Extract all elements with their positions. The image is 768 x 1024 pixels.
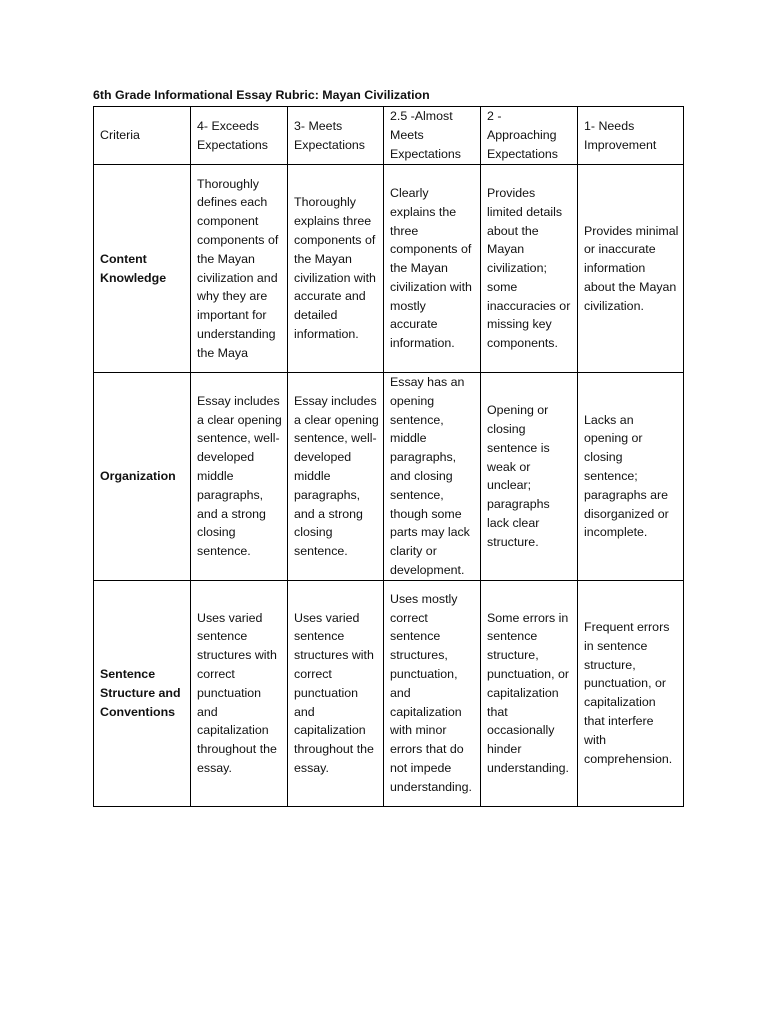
table-cell: Frequent errors in sentence structure, punctuation, or capitalization that interfere with comprehension.	[578, 580, 684, 806]
criterion-cell: Organization	[94, 373, 191, 581]
table-cell: Uses mostly correct sentence structures, punctuation, and capitalization with minor errors that do not impede understanding.	[384, 580, 481, 806]
header-level-4: 4- Exceeds Expectations	[191, 107, 288, 165]
table-cell: Uses varied sentence structures with correct punctuation and capitalization throughout the essay.	[191, 580, 288, 806]
criterion-cell: Content Knowledge	[94, 165, 191, 373]
table-cell: Clearly explains the three components of the Mayan civilization with mostly accurate information.	[384, 165, 481, 373]
header-level-1: 1- Needs Improvement	[578, 107, 684, 165]
table-cell: Provides limited details about the Mayan civilization; some inaccuracies or missing key components.	[481, 165, 578, 373]
header-level-2: 2 - Approaching Expectations	[481, 107, 578, 165]
table-cell: Provides minimal or inaccurate information about the Mayan civilization.	[578, 165, 684, 373]
table-cell: Lacks an opening or closing sentence; paragraphs are disorganized or incomplete.	[578, 373, 684, 581]
table-cell: Thoroughly explains three components of the Mayan civilization with accurate and detailed information.	[288, 165, 384, 373]
header-level-2-5: 2.5 -Almost Meets Expectations	[384, 107, 481, 165]
table-cell: Essay has an opening sentence, middle paragraphs, and closing sentence, though some parts may lack clarity or development.	[384, 373, 481, 581]
table-cell: Essay includes a clear opening sentence, well-developed middle paragraphs, and a strong closing sentence.	[288, 373, 384, 581]
rubric-table	[93, 106, 684, 807]
header-level-3: 3- Meets Expectations	[288, 107, 384, 165]
criterion-cell: Sentence Structure and Conventions	[94, 580, 191, 806]
table-cell: Some errors in sentence structure, punctuation, or capitalization that occasionally hinder understanding.	[481, 580, 578, 806]
table-row-organization	[94, 373, 684, 581]
header-criteria: Criteria	[94, 107, 191, 165]
table-cell: Opening or closing sentence is weak or unclear; paragraphs lack clear structure.	[481, 373, 578, 581]
table-cell: Uses varied sentence structures with correct punctuation and capitalization throughout the essay.	[288, 580, 384, 806]
table-row-sentence-structure	[94, 580, 684, 806]
table-row-content-knowledge	[94, 165, 684, 373]
header-row	[94, 107, 684, 165]
document-title: 6th Grade Informational Essay Rubric: Mayan Civilization	[93, 88, 430, 102]
table-cell: Thoroughly defines each component components of the Mayan civilization and why they are important for understanding the Maya	[191, 165, 288, 373]
table-cell: Essay includes a clear opening sentence, well-developed middle paragraphs, and a strong closing sentence.	[191, 373, 288, 581]
